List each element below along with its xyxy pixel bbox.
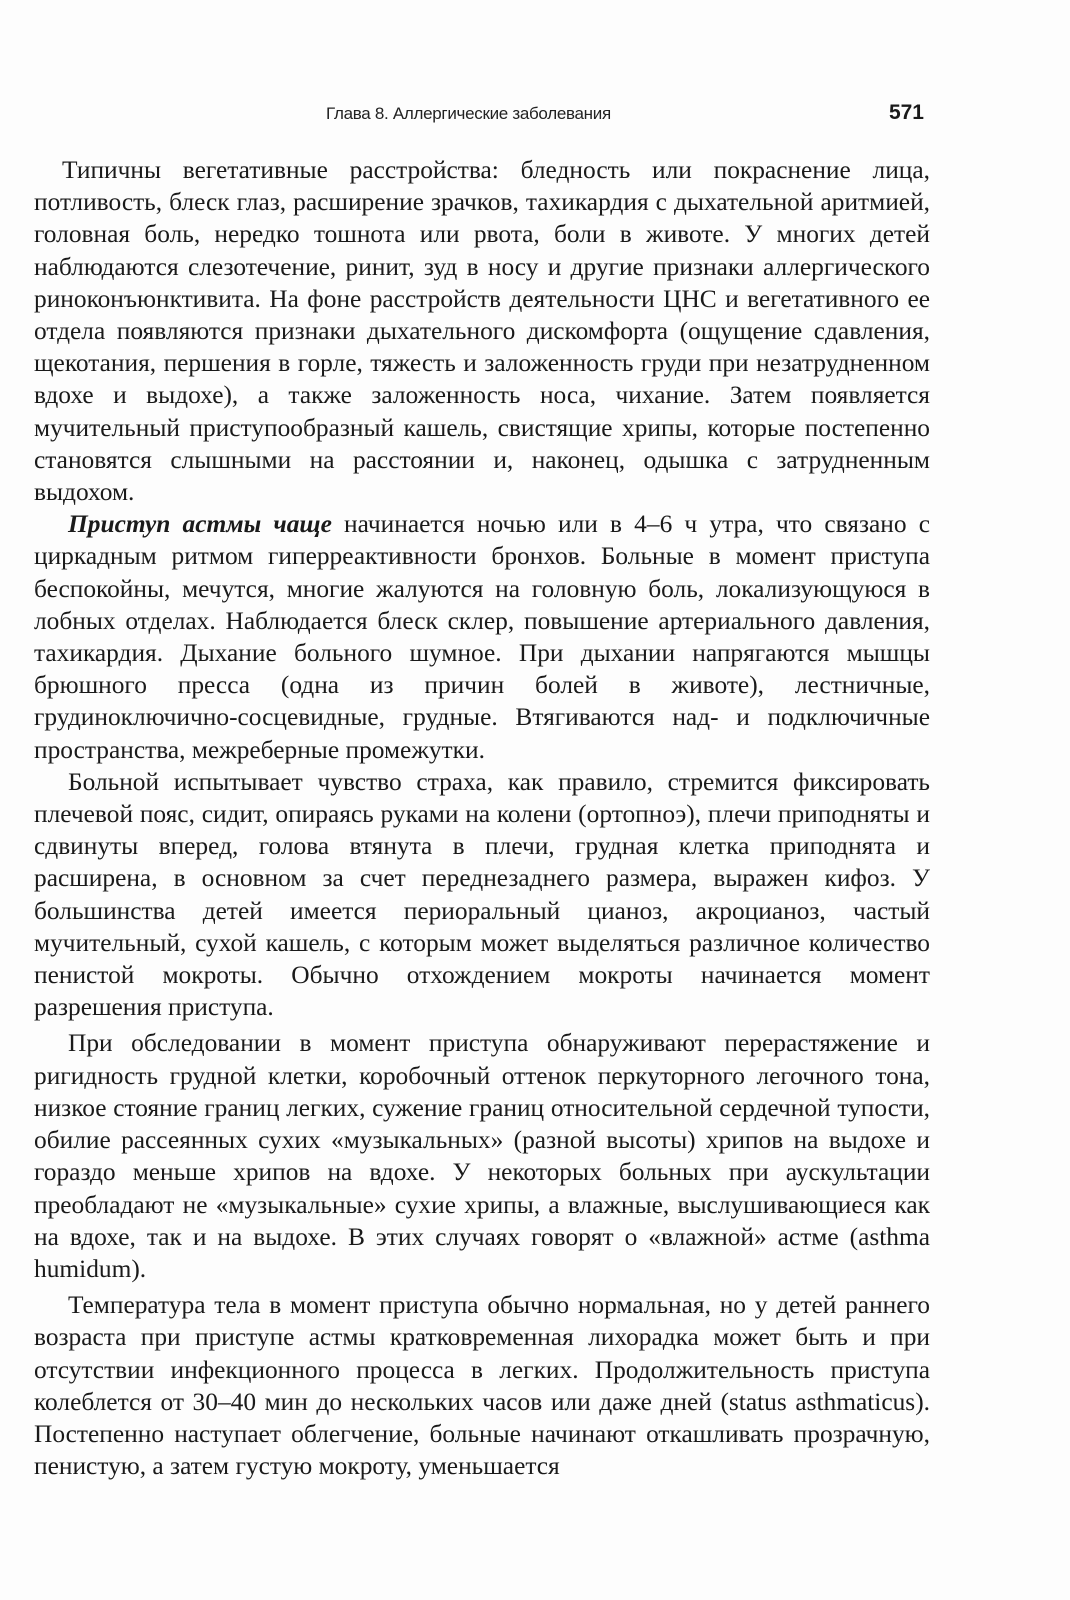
paragraph-lead-emphasis: Приступ астмы чаще [68,510,332,539]
paragraph-examination: При обследовании в момент приступа обнаруживают перерастяжение и ригидность грудной клетки, коробочный оттенок перкуторного легочного тона, низкое стояние границ легких, сужение границ относительной сердечной тупости, обилие рассеянных сухих «музыкальных» (разной высоты) хрипов на выдохе и гораздо меньше хрипов на вдохе. У некоторых больных при аускультации преобладают не «музыкальные» сухие хрипы, а влажные, выслушивающиеся как на вдохе, так и на выдохе. В этих случаях говорят о «влажной» астме (asthma humidum). [34,1029,930,1283]
paragraph-asthma-attack [34,508,930,766]
paragraph-patient-fear: Больной испытывает чувство страха, как правило, стремится фиксировать плечевой пояс, сидит, опираясь руками на колени (ортопноэ), плечи приподняты и сдвинуты вперед, голова втянута в плечи, грудная клетка приподнята и расширена, в основном за счет переднезаднего размера, выражен кифоз. У большинства детей имеется периоральный цианоз, акроцианоз, частый мучительный, сухой кашель, с которым может выделяться различное количество пенистой мокроты. Обычно отхождением мокроты начинается момент разрешения приступа. [34,767,930,1022]
paragraph-temperature: Температура тела в момент приступа обычно нормальная, но у детей раннего возраста при приступе астмы кратковременная лихорадка может быть и при отсутствии инфекционного процесса в легких. Продолжительность приступа колеблется от 30–40 мин до нескольких часов или даже дней (status asthmaticus). Постепенно наступает облегчение, больные начинают откашливать прозрачную, пенистую, а затем густую мокроту, уменьшается [34,1291,930,1481]
page-number: 571 [888,101,924,124]
running-title: Глава 8. Аллергические заболевания [326,104,611,123]
body-text [34,154,930,1482]
paragraph-vegetative-disorders: Типичны вегетативные расстройства: бледность или покраснение лица, потливость, блеск глаз, расширение зрачков, тахикардия с дыхательной аритмией, головная боль, нередко тошнота или рвота, боли в животе. У многих детей наблюдаются слезотечение, ринит, зуд в носу и другие признаки аллергического риноконъюнктивита. На фоне расстройств деятельности ЦНС и вегетативного ее отдела появляются признаки дыхательного дискомфорта (ощущение сдавления, щекотания, першения в горле, тяжесть и заложенность груди при незатрудненном вдохе и выдохе), а также заложенность носа, чихание. Затем появляется мучительный приступообразный кашель, свистящие хрипы, которые постепенно становятся слышными на расстоянии и, наконец, одышка с затрудненным выдохом. [34,156,930,507]
page-header [34,101,930,134]
paragraph-asthma-attack-text: начинается ночью или в 4–6 ч утра, что связано с циркадным ритмом гиперреактивности бронхов. Больные в момент приступа беспокойны, мечутся, многие жалуются на головную боль, локализующуюся в лобных отделах. Наблюдается блеск склер, повышение артериального давления, тахикардия. Дыхание больного шумное. При дыхании напрягаются мышцы брюшного пресса (одна из причин болей в животе), лестничные, грудиноключично-сосцевидные, грудные. Втягиваются над- и подключичные пространства, межреберные промежутки. [34,510,930,764]
